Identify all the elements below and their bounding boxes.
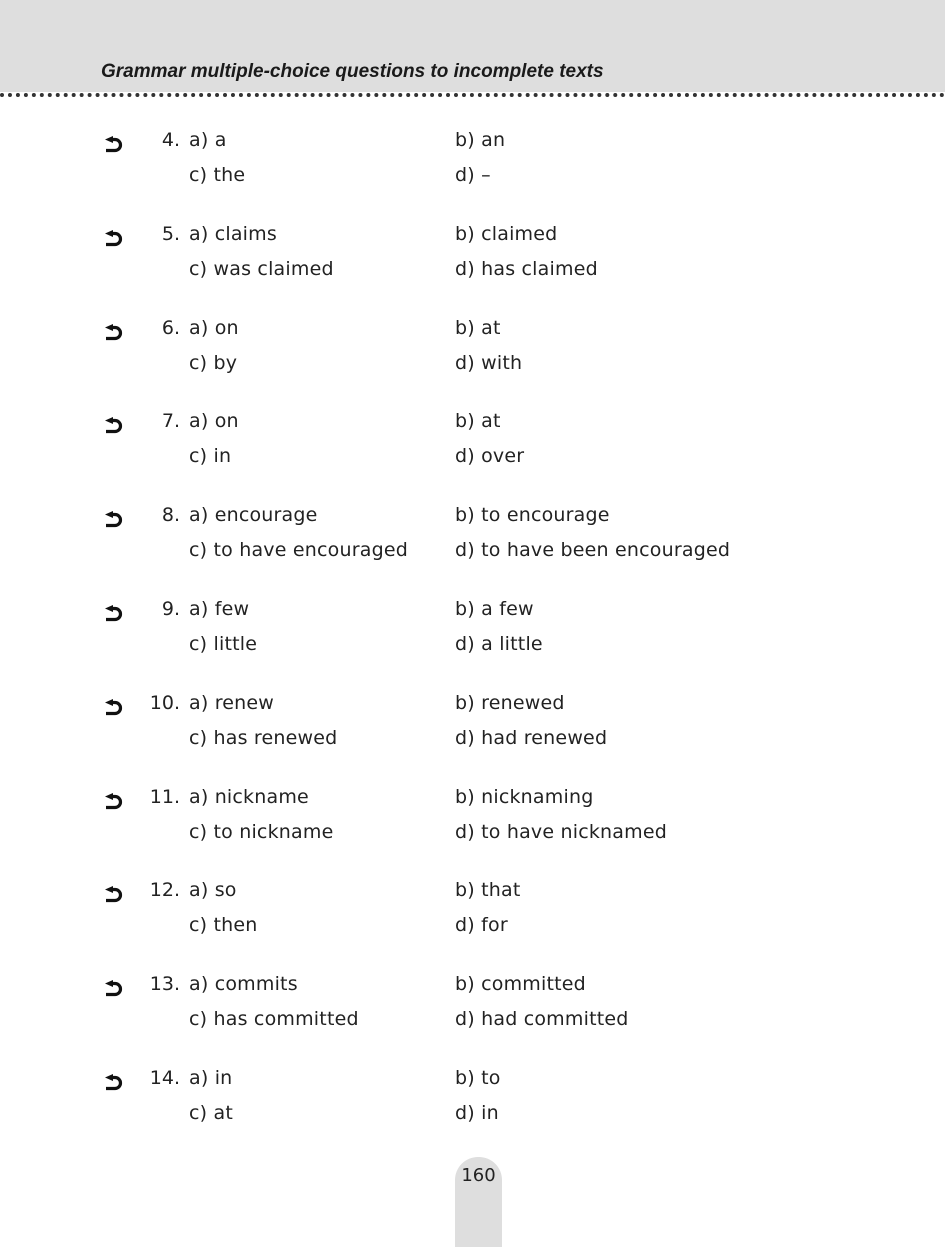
answer-option-b[interactable]: b) at <box>455 316 501 339</box>
answer-option-b[interactable]: b) renewed <box>455 691 565 714</box>
answer-option-b[interactable]: b) at <box>455 410 501 433</box>
answer-option-a[interactable]: a) on <box>189 316 239 339</box>
answer-option-c[interactable]: c) to nickname <box>189 820 334 843</box>
question-number: 14. <box>149 1067 180 1089</box>
question-item <box>0 691 945 771</box>
question-number: 4. <box>161 129 180 151</box>
circle-arrow-right-icon <box>104 605 126 623</box>
question-number: 10. <box>149 691 180 714</box>
answer-option-a[interactable]: a) on <box>189 410 239 433</box>
answer-option-a[interactable]: a) commits <box>189 973 298 996</box>
circle-arrow-right-icon <box>104 793 126 811</box>
answer-option-d[interactable]: d) had renewed <box>455 726 608 749</box>
answer-option-a[interactable]: a) claims <box>189 222 277 245</box>
question-item <box>0 128 945 208</box>
question-number: 9. <box>161 598 180 620</box>
answer-option-a[interactable]: a) encourage <box>189 504 318 527</box>
circle-arrow-right-icon <box>104 230 126 248</box>
answer-option-a[interactable]: a) in <box>189 1067 233 1089</box>
question-number: 12. <box>149 879 180 902</box>
circle-arrow-right-icon <box>104 417 126 435</box>
answer-option-c[interactable]: c) then <box>189 914 258 937</box>
circle-arrow-right-icon <box>104 1074 126 1092</box>
answer-option-c[interactable]: c) in <box>189 445 232 468</box>
answer-option-c[interactable]: c) little <box>189 633 258 655</box>
answer-option-d[interactable]: d) had committed <box>455 1008 629 1031</box>
question-number: 13. <box>149 973 180 996</box>
question-item <box>0 316 945 396</box>
answer-option-b[interactable]: b) nicknaming <box>455 785 594 808</box>
question-item <box>0 222 945 302</box>
question-item <box>0 785 945 865</box>
answer-option-d[interactable]: d) to have been encouraged <box>455 539 731 562</box>
answer-option-b[interactable]: b) a few <box>455 598 534 620</box>
answer-option-b[interactable]: b) to <box>455 1067 501 1089</box>
answer-option-b[interactable]: b) an <box>455 129 506 151</box>
answer-option-d[interactable]: d) to have nicknamed <box>455 820 667 843</box>
page-header <box>0 0 945 92</box>
answer-option-c[interactable]: c) at <box>189 1102 233 1124</box>
answer-option-d[interactable]: d) a little <box>455 633 543 655</box>
answer-option-b[interactable]: b) that <box>455 879 521 902</box>
answer-option-a[interactable]: a) so <box>189 879 237 902</box>
question-item <box>0 878 945 958</box>
answer-option-c[interactable]: c) has renewed <box>189 726 338 749</box>
answer-option-b[interactable]: b) to encourage <box>455 504 610 527</box>
answer-option-c[interactable]: c) has committed <box>189 1008 359 1031</box>
answer-option-d[interactable]: d) has claimed <box>455 257 598 280</box>
page-number: 160 <box>461 1165 496 1186</box>
answer-option-c[interactable]: c) the <box>189 164 246 186</box>
answer-option-d[interactable]: d) for <box>455 914 508 937</box>
question-number: 8. <box>161 504 180 527</box>
answer-option-d[interactable]: d) over <box>455 445 525 468</box>
question-item <box>0 597 945 677</box>
question-number: 5. <box>161 222 180 245</box>
answer-option-c[interactable]: c) by <box>189 351 238 374</box>
circle-arrow-right-icon <box>104 136 126 154</box>
answer-option-d[interactable]: d) with <box>455 351 523 374</box>
answer-option-a[interactable]: a) renew <box>189 691 275 714</box>
circle-arrow-right-icon <box>104 980 126 998</box>
question-number: 11. <box>149 785 180 808</box>
circle-arrow-right-icon <box>104 886 126 904</box>
circle-arrow-right-icon <box>104 699 126 717</box>
answer-option-b[interactable]: b) claimed <box>455 222 558 245</box>
question-item <box>0 503 945 583</box>
circle-arrow-right-icon <box>104 324 126 342</box>
question-item <box>0 1066 945 1146</box>
answer-option-c[interactable]: c) to have encouraged <box>189 539 408 562</box>
answer-option-a[interactable]: a) a <box>189 129 227 151</box>
question-item <box>0 972 945 1052</box>
page-number-tab <box>455 1157 502 1247</box>
answer-option-a[interactable]: a) nickname <box>189 785 309 808</box>
answer-option-a[interactable]: a) few <box>189 598 250 620</box>
dotted-divider <box>0 93 945 97</box>
answer-option-c[interactable]: c) was claimed <box>189 257 334 280</box>
answer-option-d[interactable]: d) in <box>455 1102 499 1124</box>
question-item <box>0 409 945 489</box>
answer-option-b[interactable]: b) committed <box>455 973 586 996</box>
section-title: Grammar multiple-choice questions to incomplete texts <box>101 61 604 82</box>
answer-option-d[interactable]: d) – <box>455 164 491 186</box>
circle-arrow-right-icon <box>104 511 126 529</box>
question-number: 6. <box>161 316 180 339</box>
question-number: 7. <box>161 410 180 433</box>
